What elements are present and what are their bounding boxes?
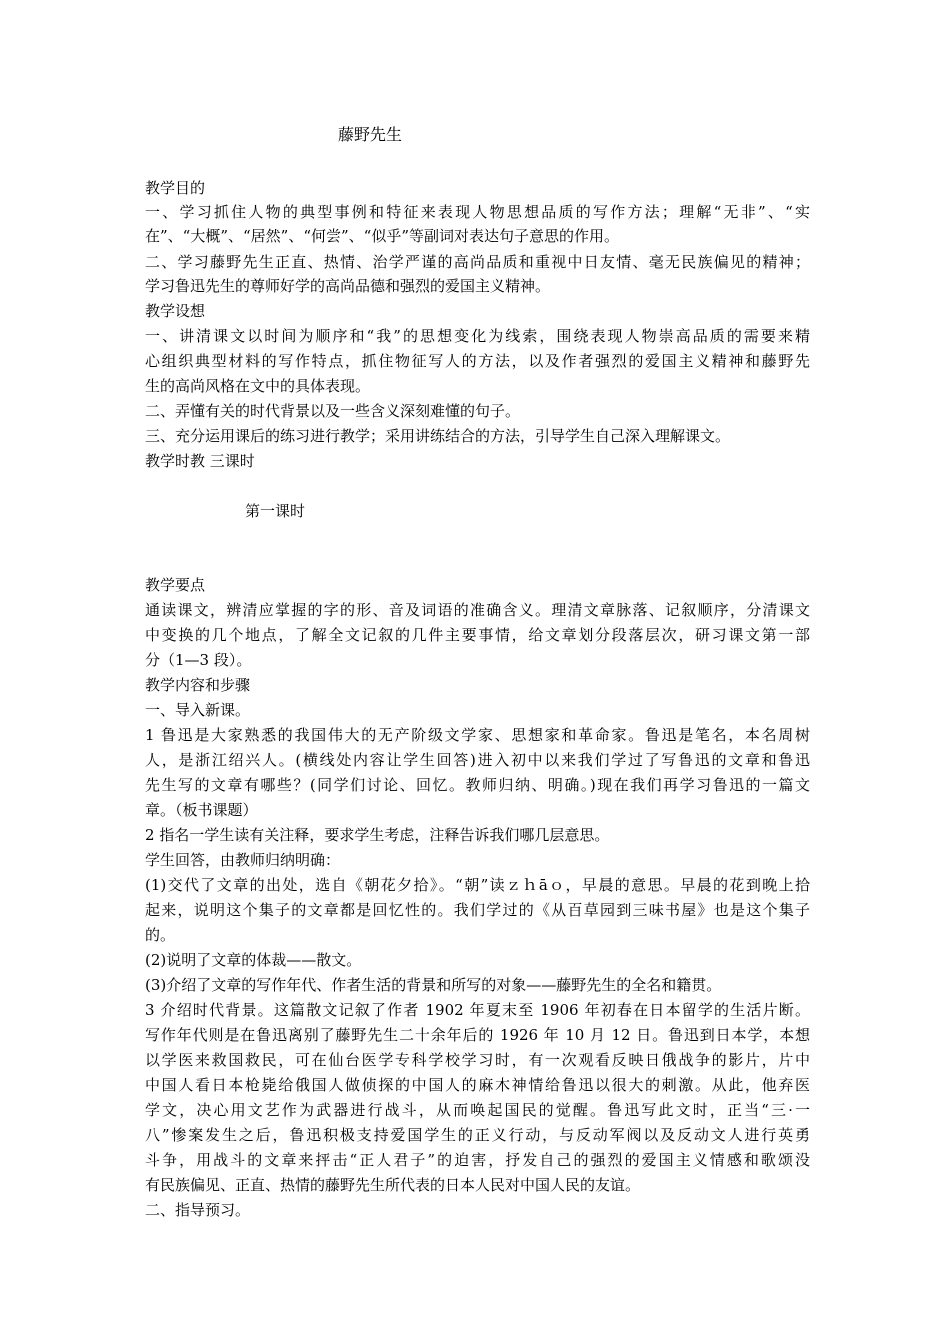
step-1-line-1: 1 鲁迅是大家熟悉的我国伟大的无产阶级文学家、思想家和革命家。鲁迅是笔名，本名周树 bbox=[145, 726, 810, 744]
note-1-line-3: 的。 bbox=[145, 926, 176, 944]
note-1-line-2: 起来，说明这个集子的文章都是回忆性的。我们学过的《从百草园到三味书屋》也是这个集子 bbox=[145, 901, 810, 919]
intro-heading: 一、导入新课。 bbox=[145, 701, 251, 719]
step-3-line-4: 中国人看日本枪毙给俄国人做侦探的中国人的麻木神情给鲁迅以很大的刺激。从此，他弃医 bbox=[145, 1076, 810, 1094]
points-line-2: 中变换的几个地点，了解全文记叙的几件主要事情，给文章划分段落层次，研习课文第一部 bbox=[145, 626, 810, 644]
design-1-line-3: 生的高尚风格在文中的具体表现。 bbox=[145, 377, 371, 395]
points-line-1: 通读课文，辨清应掌握的字的形、音及词语的准确含义。理清文章脉落、记叙顺序，分清课文 bbox=[145, 601, 810, 619]
step-3-line-8: 有民族偏见、正直、热情的藤野先生所代表的日本人民对中国人民的友谊。 bbox=[145, 1176, 641, 1194]
teaching-hours: 教学时教 三课时 bbox=[145, 452, 255, 470]
section-heading-steps: 教学内容和步骤 bbox=[145, 676, 251, 694]
step-3-line-3: 以学医来救国救民，可在仙台医学专科学校学习时，有一次观看反映日俄战争的影片，片中 bbox=[145, 1051, 810, 1069]
step-1-line-2: 人，是浙江绍兴人。(横线处内容让学生回答)进入初中以来我们学过了写鲁迅的文章和鲁迅 bbox=[145, 751, 810, 769]
design-1-line-2: 心组织典型材料的写作特点，抓住物征写人的方法，以及作者强烈的爱国主义精神和藤野先 bbox=[145, 352, 810, 370]
section-heading-design: 教学设想 bbox=[145, 302, 206, 320]
guide-heading: 二、指导预习。 bbox=[145, 1201, 251, 1219]
goal-1-line-2: 在”、“大概”、“居然”、“何尝”、“似乎”等副词对表达句子意思的作用。 bbox=[145, 227, 620, 245]
step-3-line-2: 写作年代则是在鲁迅离别了藤野先生二十余年后的 1926 年 10 月 12 日。鲁迅到日本学，本想 bbox=[145, 1026, 810, 1044]
note-3: (3)介绍了文章的写作年代、作者生活的背景和所写的对象——藤野先生的全名和籍贯。 bbox=[145, 976, 722, 994]
lesson-heading: 第一课时 bbox=[245, 502, 306, 520]
goal-2-line-2: 学习鲁迅先生的尊师好学的高尚品德和强烈的爱国主义精神。 bbox=[145, 277, 551, 295]
design-2: 二、弄懂有关的时代背景以及一些含义深刻难懂的句子。 bbox=[145, 402, 521, 420]
document-title: 藤野先生 bbox=[338, 125, 403, 144]
step-3-line-5: 学文，决心用文艺作为武器进行战斗，从而唤起国民的觉醒。鲁迅写此文时，正当“三·一 bbox=[145, 1101, 810, 1119]
design-3: 三、充分运用课后的练习进行教学；采用讲练结合的方法，引导学生自己深入理解课文。 bbox=[145, 427, 731, 445]
note-1-line-1: (1)交代了文章的出处，选自《朝花夕拾》。“朝”读ｚｈāｏ，早晨的意思。早晨的花到晚上拾 bbox=[145, 876, 810, 894]
note-2: (2)说明了文章的体裁——散文。 bbox=[145, 951, 362, 969]
step-3-line-6: 八”惨案发生之后，鲁迅积极支持爱国学生的正义行动，与反动军阀以及反动文人进行英勇 bbox=[145, 1126, 810, 1144]
points-line-3: 分（1—3 段）。 bbox=[145, 651, 252, 669]
design-1-line-1: 一、讲清课文以时间为顺序和“我”的思想变化为线索，围绕表现人物崇高品质的需要来精 bbox=[145, 327, 810, 345]
step-1-line-3: 先生写的文章有哪些？(同学们讨论、回忆。教师归纳、明确。)现在我们再学习鲁迅的一篇文 bbox=[145, 776, 810, 794]
goal-1-line-1: 一、学习抓住人物的典型事例和特征来表现人物思想品质的写作方法；理解“无非”、“实 bbox=[145, 203, 810, 221]
section-heading-goals: 教学目的 bbox=[145, 179, 206, 197]
goal-2-line-1: 二、学习藤野先生正直、热情、治学严谨的高尚品质和重视中日友情、毫无民族偏见的精神； bbox=[145, 253, 810, 271]
step-2: 2 指名一学生读有关注释，要求学生考虑，注释告诉我们哪几层意思。 bbox=[145, 826, 610, 844]
step-1-line-4: 章。（板书课题） bbox=[145, 801, 258, 819]
step-3-line-7: 斗争，用战斗的文章来抨击“正人君子”的迫害，抒发自己的强烈的爱国主义情感和歌颂没 bbox=[145, 1151, 810, 1169]
student-answer-intro: 学生回答，由教师归纳明确： bbox=[145, 851, 341, 869]
step-3-line-1: 3 介绍时代背景。这篇散文记叙了作者 1902 年夏末至 1906 年初春在日本留学的生活片断。 bbox=[145, 1001, 810, 1019]
section-heading-points: 教学要点 bbox=[145, 576, 206, 594]
